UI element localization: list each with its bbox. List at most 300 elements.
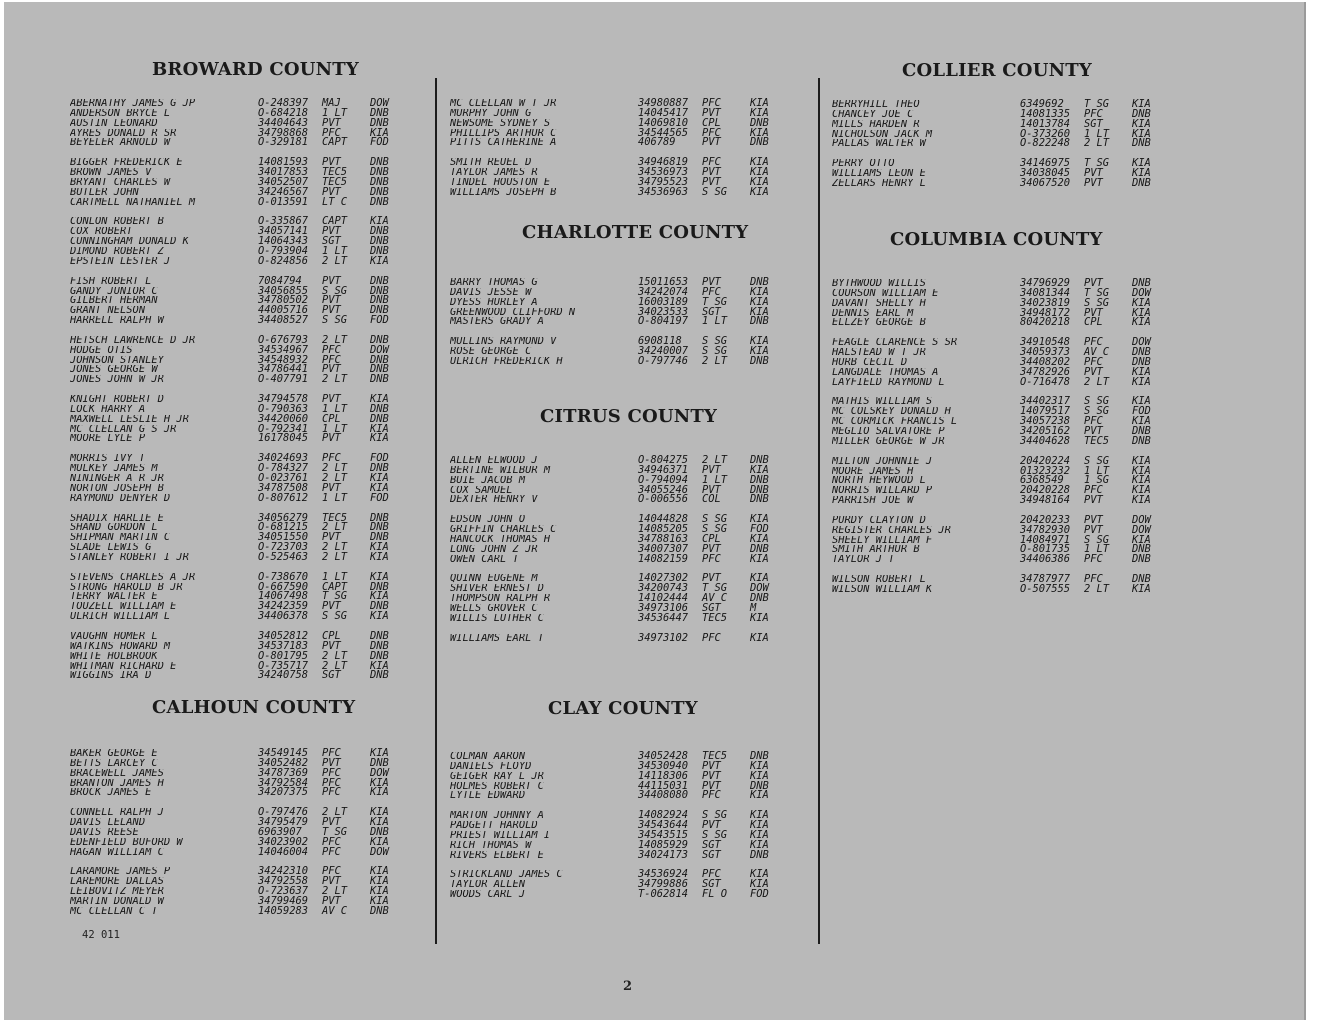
entry-status: KIA bbox=[370, 481, 389, 494]
roster-entry bbox=[450, 584, 782, 594]
entry-serial-number: 20420224 bbox=[1020, 454, 1071, 467]
entry-status: KIA bbox=[750, 611, 769, 624]
entry-status: DNB bbox=[370, 649, 389, 662]
entry-rank: PFC bbox=[1084, 484, 1103, 497]
entry-name: MC CLELLAN G S JR bbox=[70, 424, 177, 435]
entry-status: FOD bbox=[1132, 405, 1151, 418]
entry-status: DNB bbox=[750, 542, 769, 555]
entry-rank: PFC bbox=[1084, 573, 1103, 586]
entry-status: KIA bbox=[370, 747, 389, 759]
roster-entry bbox=[70, 316, 402, 326]
entry-serial-number: 34242310 bbox=[258, 865, 309, 878]
entry-rank: 1 LT bbox=[1084, 464, 1110, 477]
roster-entry bbox=[832, 169, 1164, 179]
entry-name: MC CLELLAN W T JR bbox=[450, 99, 557, 109]
entry-name: GRIFFIN CHARLES C bbox=[450, 525, 557, 535]
entry-serial-number: O-784327 bbox=[258, 462, 309, 475]
entry-status: KIA bbox=[1132, 494, 1151, 507]
roster-entry bbox=[450, 821, 782, 831]
entry-serial-number: O-723703 bbox=[258, 541, 309, 554]
roster-entry bbox=[70, 138, 402, 148]
roster-entry bbox=[450, 354, 782, 367]
entry-name: GREENWOOD CLIFFORD N bbox=[450, 307, 576, 318]
roster-entry bbox=[70, 845, 402, 858]
entry-name: JOHNSON STANLEY bbox=[70, 355, 164, 366]
roster-entry bbox=[832, 375, 1164, 388]
entry-serial-number: 34788163 bbox=[638, 532, 689, 545]
entry-name: ULRICH WILLIAM L bbox=[70, 612, 171, 622]
entry-rank: TEC5 bbox=[322, 511, 348, 524]
roster-entry bbox=[832, 139, 1164, 149]
entry-name: STEVENS CHARLES A JR bbox=[70, 572, 196, 583]
entry-serial-number: 34023902 bbox=[258, 835, 309, 848]
entry-serial-number: 34023533 bbox=[638, 305, 689, 318]
entry-name: GRANT NELSON bbox=[70, 306, 146, 317]
entry-serial-number: 14085929 bbox=[638, 838, 689, 851]
entry-rank: AV C bbox=[322, 904, 348, 917]
entry-name: LAYFIELD RAYMOND L bbox=[832, 377, 945, 388]
entry-status: KIA bbox=[370, 816, 389, 829]
entry-serial-number: 14081335 bbox=[1020, 107, 1071, 120]
roster-entry bbox=[70, 887, 402, 897]
entry-rank: PVT bbox=[322, 432, 341, 445]
county-heading-collier: COLLIER COUNTY bbox=[902, 60, 1092, 81]
entry-status: KIA bbox=[370, 835, 389, 848]
entry-status: DNB bbox=[1132, 573, 1151, 586]
entry-status: DNB bbox=[370, 402, 389, 415]
entry-name: LAREMORE DALLAS bbox=[70, 877, 164, 888]
entry-status: DNB bbox=[370, 600, 389, 613]
entry-serial-number: 34246567 bbox=[258, 185, 309, 198]
entry-status: KIA bbox=[370, 806, 389, 819]
entry-rank: CAPT bbox=[322, 136, 348, 149]
entry-status: DNB bbox=[370, 225, 389, 238]
entry-name: QUINN EUGENE M bbox=[450, 574, 538, 585]
entry-rank: TEC5 bbox=[702, 611, 728, 624]
entry-name: FISH ROBERT L bbox=[70, 276, 152, 287]
entry-serial-number: 01323232 bbox=[1020, 464, 1071, 477]
entry-name: MARTON JOHNNY A bbox=[450, 811, 544, 822]
entry-name: STANLEY ROBERT I JR bbox=[70, 552, 189, 563]
entry-status: DNB bbox=[1132, 424, 1151, 437]
roster-entry bbox=[450, 138, 782, 148]
entry-status: DNB bbox=[750, 473, 769, 486]
entry-serial-number: 34792584 bbox=[258, 776, 309, 789]
entry-rank: CPL bbox=[702, 532, 721, 545]
entry-serial-number: 34052428 bbox=[638, 750, 689, 762]
entry-name: DIMOND ROBERT Z bbox=[70, 246, 164, 257]
entry-name: TAYLOR J T bbox=[832, 555, 895, 566]
entry-status: KIA bbox=[750, 106, 769, 119]
entry-status: DNB bbox=[370, 825, 389, 838]
entry-status: DNB bbox=[370, 580, 389, 593]
entry-serial-number: 34057141 bbox=[258, 225, 309, 238]
entry-status: KIA bbox=[750, 285, 769, 298]
entry-rank: PVT bbox=[702, 572, 721, 585]
roster-entry bbox=[70, 867, 402, 877]
entry-name: RIVERS ELBERT E bbox=[450, 850, 544, 861]
entry-serial-number: O-804275 bbox=[638, 454, 689, 466]
roster-entry bbox=[70, 464, 402, 474]
entry-status: KIA bbox=[1132, 415, 1151, 428]
entry-status: DNB bbox=[750, 483, 769, 496]
entry-group bbox=[70, 808, 402, 857]
entry-serial-number: 6368549 bbox=[1020, 474, 1064, 487]
entry-rank: PVT bbox=[702, 819, 721, 832]
entry-status: KIA bbox=[370, 885, 389, 898]
roster-entry bbox=[70, 523, 402, 533]
entry-rank: S SG bbox=[322, 284, 348, 297]
entry-serial-number: 34534967 bbox=[258, 343, 309, 356]
entry-serial-number: 16003189 bbox=[638, 295, 689, 308]
roster-entry bbox=[450, 515, 782, 525]
entry-name: BUIE JACOB M bbox=[450, 475, 526, 486]
entry-status: KIA bbox=[1132, 316, 1151, 329]
roster-entry bbox=[832, 417, 1164, 427]
roster-entry bbox=[70, 818, 402, 828]
roster-entry bbox=[450, 337, 782, 347]
entry-status: KIA bbox=[750, 828, 769, 841]
roster-entry bbox=[70, 333, 402, 346]
column-divider-right bbox=[818, 78, 820, 944]
roster-entry bbox=[832, 476, 1164, 486]
entry-rank: TEC5 bbox=[702, 750, 728, 762]
entry-name: VAUGHN HOMER L bbox=[70, 631, 158, 642]
entry-serial-number: 34537183 bbox=[258, 639, 309, 652]
roster-clay bbox=[450, 752, 782, 910]
roster-entry bbox=[450, 317, 782, 327]
entry-name: BROCK JAMES E bbox=[70, 788, 152, 799]
entry-serial-number: 34782930 bbox=[1020, 523, 1071, 536]
roster-entry bbox=[832, 582, 1164, 595]
entry-status: KIA bbox=[1132, 117, 1151, 130]
entry-rank: PFC bbox=[702, 552, 721, 565]
entry-name: WILLIAMS JOSEPH B bbox=[450, 187, 557, 198]
entry-name: HALSTEAD W T JR bbox=[832, 348, 926, 358]
entry-group bbox=[70, 158, 402, 207]
entry-name: MASTERS GRADY A bbox=[450, 317, 544, 328]
entry-rank: 2 LT bbox=[322, 649, 348, 662]
entry-name: NININGER A R JR bbox=[70, 474, 164, 484]
roster-entry bbox=[450, 791, 782, 801]
entry-name: ANDERSON BRYCE L bbox=[70, 108, 171, 119]
entry-name: WILLIAMS EARL T bbox=[450, 633, 544, 644]
entry-name: HOLMES ROBERT C bbox=[450, 781, 544, 792]
entry-serial-number: 34796929 bbox=[1020, 277, 1071, 289]
entry-name: ABERNATHY JAMES G JP bbox=[70, 99, 196, 109]
entry-rank: 1 LT bbox=[322, 570, 348, 583]
entry-serial-number: 14084971 bbox=[1020, 533, 1071, 546]
entry-name: NEWSOME SYDNEY S bbox=[450, 118, 551, 129]
entry-serial-number: 14069810 bbox=[638, 116, 689, 129]
entry-status: DOW bbox=[1132, 523, 1151, 536]
entry-rank: PFC bbox=[1084, 336, 1103, 349]
entry-rank: AV C bbox=[1084, 346, 1110, 359]
entry-rank: PFC bbox=[322, 865, 341, 878]
entry-rank: T SG bbox=[702, 582, 728, 595]
roster-citrus bbox=[450, 456, 782, 654]
roster-entry bbox=[450, 880, 782, 890]
entry-status: DNB bbox=[1132, 277, 1151, 289]
entry-status: KIA bbox=[750, 532, 769, 545]
entry-status: KIA bbox=[750, 345, 769, 358]
entry-name: MILLS HARDEN R bbox=[832, 119, 920, 130]
entry-status: KIA bbox=[750, 513, 769, 526]
entry-status: KIA bbox=[1132, 306, 1151, 319]
entry-rank: PVT bbox=[322, 274, 341, 287]
entry-serial-number: 34059373 bbox=[1020, 346, 1071, 359]
entry-status: DNB bbox=[370, 511, 389, 524]
entry-status: DNB bbox=[750, 848, 769, 861]
roster-entry bbox=[450, 779, 782, 792]
entry-status: KIA bbox=[750, 552, 769, 565]
entry-name: HURB CECIL D bbox=[832, 357, 908, 368]
entry-serial-number: 14067498 bbox=[258, 590, 309, 603]
entry-status: DNB bbox=[1132, 553, 1151, 566]
entry-status: KIA bbox=[370, 570, 389, 583]
entry-name: GILBERT HERMAN bbox=[70, 296, 158, 307]
entry-name: WHITE HOLBROOK bbox=[70, 651, 158, 662]
entry-status: KIA bbox=[750, 838, 769, 851]
entry-serial-number: 34052482 bbox=[258, 756, 309, 769]
roster-entry bbox=[450, 175, 782, 188]
entry-serial-number: 14064343 bbox=[258, 235, 309, 248]
roster-entry bbox=[70, 602, 402, 612]
entry-name: TAYLOR JAMES R bbox=[450, 168, 538, 178]
entry-serial-number: O-248397 bbox=[258, 97, 309, 109]
entry-status: DNB bbox=[750, 276, 769, 288]
entry-serial-number: 14081593 bbox=[258, 156, 309, 169]
roster-entry bbox=[832, 365, 1164, 378]
entry-serial-number: 34548932 bbox=[258, 353, 309, 366]
entry-rank: PFC bbox=[1084, 553, 1103, 566]
entry-rank: PVT bbox=[322, 639, 341, 652]
entry-status: DNB bbox=[1132, 543, 1151, 556]
entry-group bbox=[450, 456, 782, 505]
county-heading-broward: BROWARD COUNTY bbox=[152, 59, 359, 80]
entry-rank: PVT bbox=[322, 225, 341, 238]
entry-rank: 2 LT bbox=[1084, 137, 1110, 150]
entry-group bbox=[450, 278, 782, 327]
entry-serial-number: 406789 bbox=[638, 136, 676, 149]
roster-entry bbox=[70, 244, 402, 257]
roster-entry bbox=[450, 278, 782, 288]
entry-status: DNB bbox=[370, 756, 389, 769]
roster-entry bbox=[450, 295, 782, 308]
roster-entry bbox=[450, 828, 782, 841]
entry-serial-number: 34404628 bbox=[1020, 434, 1071, 447]
entry-status: DOW bbox=[1132, 336, 1151, 349]
entry-serial-number: 34023819 bbox=[1020, 296, 1071, 309]
roster-entry bbox=[450, 542, 782, 555]
roster-entry bbox=[70, 894, 402, 907]
entry-rank: PVT bbox=[702, 276, 721, 288]
entry-name: BYTHWOOD WILLIS bbox=[832, 279, 926, 289]
entry-serial-number: 6908118 bbox=[638, 335, 682, 348]
entry-rank: FL O bbox=[702, 888, 728, 901]
entry-status: KIA bbox=[750, 97, 769, 109]
entry-name: MAXWELL LESLIE H JR bbox=[70, 414, 189, 425]
entry-name: COX ROBERT bbox=[70, 227, 133, 238]
entry-rank: PFC bbox=[322, 747, 341, 759]
entry-status: KIA bbox=[750, 809, 769, 822]
entry-group bbox=[450, 811, 782, 860]
roster-entry bbox=[450, 126, 782, 139]
entry-name: NORTON JOSEPH B bbox=[70, 483, 164, 494]
roster-entry bbox=[832, 338, 1164, 348]
entry-serial-number: 14118306 bbox=[638, 769, 689, 782]
entry-serial-number: O-329181 bbox=[258, 136, 309, 149]
entry-name: HODGE OTIS bbox=[70, 345, 133, 356]
entry-serial-number: 34946371 bbox=[638, 463, 689, 476]
roster-entry bbox=[70, 749, 402, 759]
entry-serial-number: O-676793 bbox=[258, 333, 309, 346]
entry-rank: 2 LT bbox=[322, 472, 348, 484]
entry-status: DNB bbox=[750, 493, 769, 506]
entry-rank: 1 LT bbox=[1084, 543, 1110, 556]
entry-status: KIA bbox=[370, 422, 389, 435]
entry-status: DNB bbox=[370, 629, 389, 642]
roster-entry bbox=[832, 127, 1164, 140]
entry-status: DNB bbox=[750, 315, 769, 328]
roster-entry bbox=[70, 168, 402, 178]
entry-status: DNB bbox=[370, 244, 389, 257]
entry-rank: PVT bbox=[322, 531, 341, 544]
entry-name: BUTLER JOHN bbox=[70, 187, 139, 198]
entry-name: WOODS CARL J bbox=[450, 890, 526, 900]
entry-name: MURPHY JOHN G bbox=[450, 108, 532, 119]
entry-name: BERTINE WILBUR M bbox=[450, 465, 551, 476]
roster-entry bbox=[832, 513, 1164, 526]
entry-status: DNB bbox=[1132, 434, 1151, 447]
entry-name: RAYMOND DENYER D bbox=[70, 493, 171, 504]
entry-serial-number: O-792341 bbox=[258, 422, 309, 435]
entry-name: SHEELY WILLIAM F bbox=[832, 535, 933, 546]
entry-name: WILLIAMS LEON E bbox=[832, 169, 926, 179]
entry-serial-number: 34536963 bbox=[638, 185, 689, 198]
roster-entry bbox=[450, 769, 782, 782]
entry-group bbox=[832, 338, 1164, 387]
entry-serial-number: 14044828 bbox=[638, 513, 689, 526]
roster-entry bbox=[70, 227, 402, 237]
entry-rank: S SG bbox=[322, 610, 348, 623]
entry-name: BETTS LARCEY C bbox=[70, 758, 158, 769]
entry-group bbox=[70, 217, 402, 266]
entry-name: BRACEWELL JAMES bbox=[70, 768, 164, 779]
entry-name: SHADIX HARLIE E bbox=[70, 513, 164, 524]
entry-rank: AV C bbox=[702, 592, 728, 605]
entry-name: ROSE GEORGE C bbox=[450, 347, 532, 357]
entry-serial-number: O-797746 bbox=[638, 354, 689, 367]
entry-serial-number: O-013591 bbox=[258, 195, 309, 208]
entry-serial-number: 6349692 bbox=[1020, 98, 1064, 110]
entry-name: AUSTIN LEONARD bbox=[70, 118, 158, 129]
entry-name: LOCK HARRY A bbox=[70, 404, 146, 415]
entry-status: KIA bbox=[1132, 474, 1151, 487]
entry-rank: PFC bbox=[322, 343, 341, 356]
roster-entry bbox=[70, 550, 402, 563]
roster-entry bbox=[70, 825, 402, 838]
entry-name: LYTLE EDWARD bbox=[450, 791, 526, 802]
entry-serial-number: O-335867 bbox=[258, 215, 309, 228]
entry-serial-number: 34007307 bbox=[638, 542, 689, 555]
entry-serial-number: 34787508 bbox=[258, 481, 309, 494]
entry-group bbox=[70, 511, 402, 563]
entry-name: BRYANT CHARLES W bbox=[70, 177, 171, 188]
roster-entry bbox=[832, 496, 1164, 506]
entry-status: KIA bbox=[1132, 157, 1151, 170]
entry-serial-number: 34402317 bbox=[1020, 395, 1071, 408]
entry-name: PARRISH JOE W bbox=[832, 496, 914, 506]
entry-status: KIA bbox=[370, 786, 389, 799]
entry-rank: PFC bbox=[322, 776, 341, 789]
entry-status: DNB bbox=[750, 779, 769, 792]
entry-serial-number: 34549145 bbox=[258, 747, 309, 759]
entry-rank: PFC bbox=[322, 766, 341, 779]
entry-serial-number: 16178045 bbox=[258, 432, 309, 445]
entry-rank: TEC5 bbox=[322, 166, 348, 179]
entry-serial-number: 34017853 bbox=[258, 166, 309, 179]
entry-serial-number: O-738670 bbox=[258, 570, 309, 583]
roster-entry bbox=[832, 397, 1164, 407]
roster-entry bbox=[70, 116, 402, 129]
roster-entry bbox=[70, 835, 402, 848]
entry-serial-number: 34240007 bbox=[638, 345, 689, 358]
entry-group bbox=[70, 867, 402, 916]
entry-status: KIA bbox=[1132, 454, 1151, 467]
entry-rank: MAJ bbox=[322, 97, 341, 109]
entry-name: GEIGER RAY L JR bbox=[450, 771, 544, 782]
entry-name: WILLIS LUTHER C bbox=[450, 613, 544, 624]
entry-name: SLADE LEWIS G bbox=[70, 543, 152, 553]
entry-status: KIA bbox=[750, 126, 769, 139]
entry-name: PALLAS WALTER W bbox=[832, 139, 926, 150]
roster-entry bbox=[450, 285, 782, 298]
entry-status: KIA bbox=[750, 175, 769, 188]
roster-entry bbox=[70, 237, 402, 247]
roster-broward bbox=[70, 99, 402, 691]
entry-name: LANGDALE THOMAS A bbox=[832, 367, 939, 378]
entry-rank: PVT bbox=[1084, 365, 1103, 378]
entry-group bbox=[450, 337, 782, 367]
entry-serial-number: 34055246 bbox=[638, 483, 689, 496]
entry-name: HETSCH LAWRENCE D JR bbox=[70, 335, 196, 346]
entry-rank: S SG bbox=[702, 185, 728, 198]
roster-broward-continued bbox=[450, 99, 782, 208]
entry-status: DNB bbox=[370, 904, 389, 917]
entry-rank: T SG bbox=[322, 590, 348, 603]
roster-entry bbox=[70, 808, 402, 818]
entry-status: DOW bbox=[370, 845, 389, 858]
roster-entry bbox=[832, 486, 1164, 496]
entry-rank: PVT bbox=[1084, 494, 1103, 507]
entry-serial-number: O-667590 bbox=[258, 580, 309, 593]
roster-entry bbox=[832, 117, 1164, 130]
roster-entry bbox=[450, 611, 782, 624]
entry-name: BIGGER FREDERICK E bbox=[70, 158, 183, 169]
entry-name: BARRY THOMAS G bbox=[450, 278, 538, 288]
entry-name: LONG JOHN Z JR bbox=[450, 544, 538, 555]
roster-entry bbox=[450, 525, 782, 535]
roster-entry bbox=[832, 318, 1164, 328]
entry-status: DNB bbox=[370, 156, 389, 169]
entry-name: CUNNINGHAM DONALD K bbox=[70, 237, 189, 247]
entry-name: HANCOCK THOMAS H bbox=[450, 534, 551, 545]
entry-rank: SGT bbox=[702, 305, 721, 318]
entry-name: LARAMORE JAMES P bbox=[70, 867, 171, 878]
entry-status: KIA bbox=[370, 432, 389, 445]
entry-serial-number: 34536924 bbox=[638, 868, 689, 881]
